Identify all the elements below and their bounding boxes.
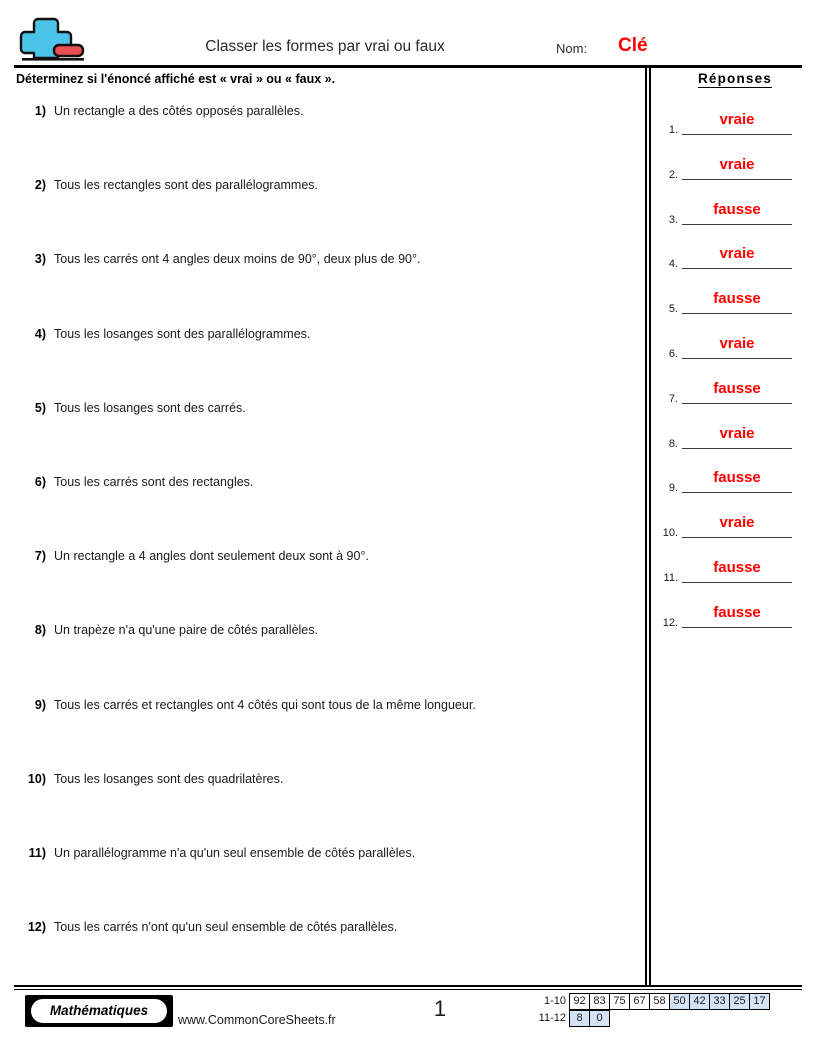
question-item	[0, 698, 640, 718]
answer-row	[652, 556, 812, 588]
score-row-label: 1-10	[543, 995, 566, 1007]
answer-value: fausse	[713, 379, 761, 397]
question-number: 2)	[34, 178, 46, 193]
answer-number: 6.	[668, 348, 678, 360]
question-text: Tous les carrés et rectangles ont 4 côtés qui sont tous de la même longueur.	[54, 697, 476, 712]
question-item	[0, 623, 640, 643]
question-item	[0, 104, 640, 124]
score-table	[530, 993, 770, 1027]
question-item	[0, 327, 640, 347]
score-row	[530, 1010, 770, 1027]
answer-row	[652, 422, 812, 454]
answer-blank[interactable]	[682, 198, 792, 225]
answer-blank[interactable]	[682, 377, 792, 404]
question-number: 11)	[28, 846, 46, 860]
question-item	[0, 252, 640, 272]
answer-number: 4.	[668, 258, 678, 271]
footer-rule-top	[14, 985, 802, 987]
score-cell: 75	[609, 993, 630, 1010]
answer-number: 8.	[668, 437, 678, 450]
answer-value: vraie	[719, 155, 755, 173]
page-title: Classer les formes par vrai ou faux	[205, 38, 445, 55]
question-item	[0, 401, 640, 421]
score-cell: 50	[669, 993, 690, 1010]
answer-value: fausse	[713, 290, 761, 308]
answer-blank[interactable]	[682, 108, 792, 135]
question-text: Un rectangle a des côtés opposés parallèles.	[54, 104, 304, 118]
brand-oval	[31, 999, 167, 1023]
question-text: Tous les carrés n'ont qu'un seul ensemble de côtés parallèles.	[54, 920, 398, 935]
answer-value: fausse	[713, 559, 761, 576]
answer-row	[652, 511, 812, 543]
answer-blank[interactable]	[682, 556, 792, 583]
score-cell: 25	[729, 993, 750, 1010]
question-text: Tous les losanges sont des quadrilatères.	[54, 771, 284, 786]
score-cell: 67	[629, 993, 650, 1010]
answer-value: vraie	[719, 245, 755, 263]
score-cell: 33	[709, 993, 730, 1010]
answer-value: vraie	[719, 335, 755, 352]
answer-value: vraie	[719, 514, 755, 532]
name-label: Nom:	[556, 41, 588, 56]
question-text: Un parallélogramme n'a qu'un seul ensemble de côtés parallèles.	[54, 846, 416, 860]
answer-number: 2.	[668, 168, 678, 181]
answer-number: 3.	[668, 213, 678, 226]
answer-value: fausse	[713, 603, 761, 621]
question-number: 7)	[34, 549, 46, 564]
question-number: 10)	[27, 771, 46, 786]
answer-blank[interactable]	[682, 153, 792, 180]
score-cell: 58	[649, 993, 670, 1010]
score-cell: 42	[689, 993, 710, 1010]
brand-badge	[25, 995, 173, 1027]
answer-blank[interactable]	[682, 332, 792, 359]
question-number: 6)	[34, 475, 46, 489]
answers-heading-label: Réponses	[697, 71, 773, 86]
question-number: 5)	[34, 400, 46, 415]
header-divider-rule	[14, 65, 802, 68]
score-row-label: 11-12	[538, 1012, 566, 1024]
plus-minus-logo-icon	[18, 16, 88, 62]
answer-blank[interactable]	[682, 511, 792, 538]
answer-row	[652, 287, 812, 319]
answer-value: fausse	[713, 469, 761, 487]
question-number: 9)	[34, 697, 46, 712]
answer-number: 11.	[663, 572, 678, 584]
question-number: 1)	[34, 104, 46, 118]
question-item	[0, 846, 640, 866]
column-divider	[645, 66, 651, 985]
question-number: 3)	[34, 252, 46, 267]
brand-label: Mathématiques	[49, 1003, 149, 1018]
instruction-text: Déterminez si l'énoncé affiché est « vrai » ou « faux ».	[16, 72, 336, 86]
answer-number: 5.	[668, 303, 678, 316]
question-item	[0, 178, 640, 198]
question-text: Tous les losanges sont des carrés.	[54, 400, 246, 415]
question-number: 12)	[27, 920, 46, 935]
footer-rule-bottom	[14, 989, 802, 990]
question-text: Tous les carrés sont des rectangles.	[54, 475, 254, 489]
answer-blank[interactable]	[682, 601, 792, 628]
answer-number: 12.	[662, 616, 678, 629]
answer-row	[652, 242, 812, 274]
score-cell: 0	[589, 1010, 610, 1027]
score-cell: 92	[569, 993, 590, 1010]
answer-value: fausse	[713, 200, 761, 218]
question-number: 8)	[34, 623, 46, 638]
answer-number: 10.	[662, 527, 678, 540]
answer-row	[652, 601, 812, 633]
answer-blank[interactable]	[682, 287, 792, 314]
page-number: 1	[433, 996, 447, 1021]
question-item	[0, 772, 640, 792]
score-row	[530, 993, 770, 1010]
page-header	[0, 0, 816, 66]
score-cell: 17	[749, 993, 770, 1010]
answer-row	[652, 377, 812, 409]
answer-number: 9.	[668, 482, 678, 495]
answer-row	[652, 332, 812, 364]
name-value: Clé	[618, 35, 648, 56]
question-number: 4)	[34, 326, 46, 341]
score-cell: 83	[589, 993, 610, 1010]
question-text: Un trapèze n'a qu'une paire de côtés parallèles.	[54, 623, 318, 638]
answer-blank[interactable]	[682, 242, 792, 269]
question-item	[0, 920, 640, 940]
answers-heading	[660, 71, 810, 86]
question-text: Tous les losanges sont des parallélogrammes.	[54, 326, 311, 341]
answer-row	[652, 466, 812, 498]
answer-value: vraie	[719, 111, 755, 128]
question-text: Tous les carrés ont 4 angles deux moins de 90°, deux plus de 90°.	[54, 252, 421, 267]
answer-row	[652, 108, 812, 140]
question-item	[0, 475, 640, 495]
answer-row	[652, 198, 812, 230]
answer-blank[interactable]	[682, 422, 792, 449]
answer-row	[652, 153, 812, 185]
answer-number: 1.	[668, 124, 678, 136]
answer-blank[interactable]	[682, 466, 792, 493]
question-text: Tous les rectangles sont des parallélogrammes.	[54, 178, 319, 193]
score-cell: 8	[569, 1010, 590, 1027]
answer-number: 7.	[668, 392, 678, 405]
answer-value: vraie	[719, 424, 755, 442]
question-text: Un rectangle a 4 angles dont seulement deux sont à 90°.	[54, 549, 369, 564]
site-url: www.CommonCoreSheets.fr	[178, 1013, 336, 1027]
question-item	[0, 549, 640, 569]
